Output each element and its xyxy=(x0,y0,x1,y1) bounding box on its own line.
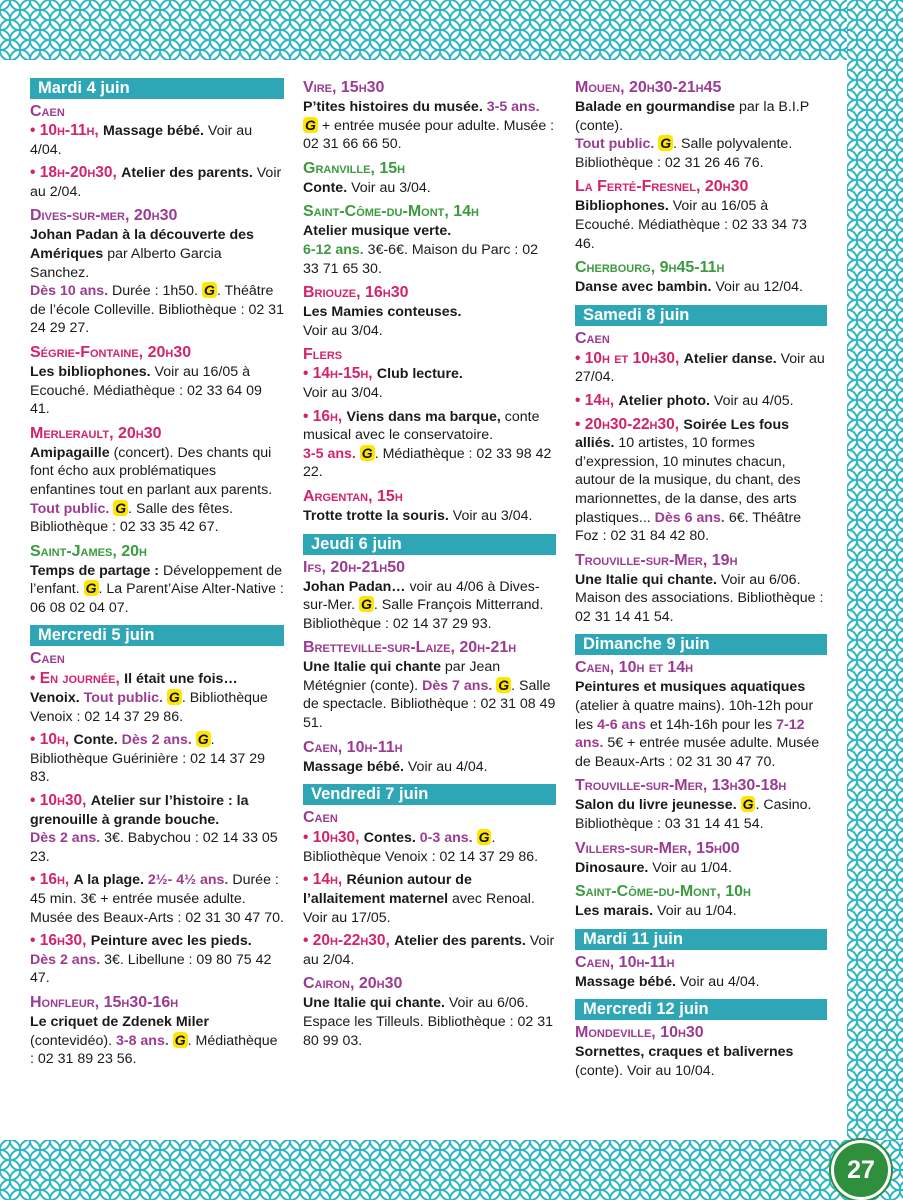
place-heading: Trouville-sur-Mer, 19h xyxy=(575,551,738,569)
place-heading: Caen, 10h-11h xyxy=(575,953,675,971)
event-entry: • 10h et 10h30, Atelier danse. Voir au 27/04. xyxy=(575,349,825,386)
event-entry: Les Mamies conteuses. Voir au 3/04. xyxy=(303,304,462,339)
place-heading: La Ferté-Fresnel, 20h30 xyxy=(575,178,749,196)
event-entry: • 20h-22h30, Atelier des parents. Voir au 2/04. xyxy=(303,932,555,968)
event-entry: Une Italie qui chante par Jean Métégnier (conte). Dès 7 ans. G . Salle de spectacle. Bibliothèque : 02 31 08 49 51. xyxy=(303,659,556,732)
event-entry: • En journée, Il était une fois… Venoix. Tout public. G . Bibliothèque Venoix : 02 14 37 29 86. xyxy=(30,670,268,725)
event-entry: Massage bébé. Voir au 4/04. xyxy=(303,758,488,775)
decorative-pattern-right xyxy=(847,0,903,1200)
place-heading: Briouze, 16h30 xyxy=(303,284,409,302)
event-entry: • 10h30, Atelier sur l’histoire : la grenouille à grande bouche. Dès 2 ans. 3€. Babychou : 02 14 33 05 23. xyxy=(30,792,278,865)
day-header: Jeudi 6 juin xyxy=(303,534,556,555)
event-entry: • 16h30, Peinture avec les pieds. Dès 2 ans. 3€. Libellune : 09 80 75 42 47. xyxy=(30,932,272,987)
event-entry: Balade en gourmandise par la B.I.P (conte). Tout public. G . Salle polyvalente. Bibliothèque : 02 31 26 46 76. xyxy=(575,99,809,171)
place-heading: Saint-Côme-du-Mont, 10h xyxy=(575,883,751,901)
free-badge: G xyxy=(85,580,97,597)
place-heading: Mouen, 20h30-21h45 xyxy=(575,79,722,96)
place-heading: Mondeville, 10h30 xyxy=(575,1024,704,1042)
free-badge: G xyxy=(174,1031,186,1048)
free-badge: G xyxy=(742,796,754,813)
place-heading: Honfleur, 15h30-16h xyxy=(30,993,179,1011)
event-entry: Une Italie qui chante. Voir au 6/06. Espace les Tilleuls. Bibliothèque : 02 31 80 99 03. xyxy=(303,995,554,1049)
event-entry: Les marais. Voir au 1/04. xyxy=(575,903,737,920)
place-heading: Vire, 15h30 xyxy=(303,79,385,96)
place-heading: Bretteville-sur-Laize, 20h-21h xyxy=(303,639,517,657)
column-3 xyxy=(575,78,827,1086)
place-heading: Granville, 15h xyxy=(303,159,406,177)
column-2 xyxy=(303,78,556,1055)
place-heading: Merlerault, 20h30 xyxy=(30,424,162,442)
event-entry: • 20h30-22h30, Soirée Les fous alliés. 10 artistes, 10 formes d’expression, 10 minutes chacun, autour de la musique, du chant, des marionnettes, de la danse, des arts plastiques... Dès 6 ans. 6€. Théâtre Foz : 02 31 84 42 80. xyxy=(575,415,802,545)
place-heading: Trouville-sur-Mer, 13h30-18h xyxy=(575,777,787,795)
event-entry: Massage bébé. Voir au 4/04. xyxy=(575,973,760,990)
place-heading: Saint-Côme-du-Mont, 14h xyxy=(303,203,479,221)
event-entry: Atelier musique verte. 6-12 ans. 3€-6€. Maison du Parc : 02 33 71 65 30. xyxy=(303,223,539,277)
free-badge: G xyxy=(168,689,180,706)
day-header: Mardi 11 juin xyxy=(575,929,827,950)
free-badge: G xyxy=(478,829,490,846)
event-entry: • 10h, Conte. Dès 2 ans. G . Bibliothèque Guérinière : 02 14 37 29 83. xyxy=(30,731,266,786)
event-entry: Bibliophones. Voir au 16/05 à Ecouché. Médiathèque : 02 33 34 73 46. xyxy=(575,198,807,252)
day-header: Mercredi 12 juin xyxy=(575,999,827,1020)
place-heading: Argentan, 15h xyxy=(303,487,403,505)
page-number: 27 xyxy=(831,1140,891,1200)
place-heading: Caen, 10h-11h xyxy=(303,738,403,756)
event-entry: • 10h-11h, Massage bébé. Voir au 4/04. xyxy=(30,122,253,158)
free-badge: G xyxy=(360,596,372,613)
place-heading: Ifs, 20h-21h50 xyxy=(303,558,405,576)
free-badge: G xyxy=(197,731,209,748)
event-entry: Amipagaille (concert). Des chants qui font écho aux problématiques enfantines tout en parlant aux parents. Tout public. G . Salle des fêtes. Bibliothèque : 02 33 35 42 67. xyxy=(30,444,273,536)
place-heading: Flers xyxy=(303,346,343,364)
event-entry: Sornettes, craques et balivernes (conte). Voir au 10/04. xyxy=(575,1044,794,1079)
event-entry: Temps de partage : Développement de l’enfant. G . La Parent’Aise Alter-Native : 06 08 02 04 07. xyxy=(30,562,284,616)
event-entry: • 10h30, Contes. 0-3 ans. G . Bibliothèque Venoix : 02 14 37 29 86. xyxy=(303,829,539,865)
day-header: Mercredi 5 juin xyxy=(30,625,284,646)
day-header: Vendredi 7 juin xyxy=(303,784,556,805)
place-heading: Villers-sur-Mer, 15h00 xyxy=(575,839,740,857)
place-heading: Cairon, 20h30 xyxy=(303,975,403,993)
event-entry: Dinosaure. Voir au 1/04. xyxy=(575,859,732,876)
place-heading: Ségrie-Fontaine, 20h30 xyxy=(30,343,192,361)
place-heading: Caen xyxy=(303,809,338,827)
event-entry: Les bibliophones. Voir au 16/05 à Ecouché. Médiathèque : 02 33 64 09 41. xyxy=(30,363,262,418)
event-entry: • 16h, Viens dans ma barque, conte musical avec le conservatoire. 3-5 ans. G . Médiathèque : 02 33 98 42 22. xyxy=(303,407,552,481)
place-heading: Saint-James, 20h xyxy=(30,542,147,560)
decorative-pattern-top xyxy=(0,0,903,60)
event-entry: Conte. Voir au 3/04. xyxy=(303,179,431,196)
event-entry: • 14h-15h, Club lecture. Voir au 3/04. xyxy=(303,365,463,401)
free-badge: G xyxy=(660,135,672,152)
event-entry: Johan Padan… voir au 4/06 à Dives-sur-Mer. G . Salle François Mitterrand. Bibliothèque : 02 14 37 29 93. xyxy=(303,578,544,632)
decorative-pattern-bottom xyxy=(0,1140,903,1200)
day-header: Mardi 4 juin xyxy=(30,78,284,99)
place-heading: Caen, 10h et 14h xyxy=(575,659,694,677)
free-badge: G xyxy=(361,444,373,461)
event-entry: • 14h, Atelier photo. Voir au 4/05. xyxy=(575,391,794,409)
event-entry: P’tites histoires du musée. 3-5 ans. G + entrée musée pour adulte. Musée : 02 31 66 66 50. xyxy=(303,99,555,153)
place-heading: Cherbourg, 9h45-11h xyxy=(575,259,725,277)
event-entry: Peintures et musiques aquatiques (atelier à quatre mains). 10h-12h pour les 4-6 ans et 14h-16h pour les 7-12 ans. 5€ + entrée musée adulte. Musée de Beaux-Arts : 02 31 30 47 70. xyxy=(575,679,820,770)
free-badge: G xyxy=(498,676,510,693)
event-entry: Le criquet de Zdenek Miler (contevidéo). 3-8 ans. G . Médiathèque : 02 31 89 23 56. xyxy=(30,1013,278,1068)
place-heading: Caen xyxy=(575,329,610,347)
event-entry: Salon du livre jeunesse. G . Casino. Bibliothèque : 03 31 14 41 54. xyxy=(575,796,812,833)
event-entry: • 14h, Réunion autour de l’allaitement maternel avec Renoal. Voir au 17/05. xyxy=(303,871,535,926)
event-entry: Johan Padan à la découverte des Amériques par Alberto Garcia Sanchez. Dès 10 ans. Durée : 1h50. G . Théâtre de l’école Colleville. Bibliothèque : 02 31 24 29 27. xyxy=(30,227,284,337)
event-entry: • 16h, A la plage. 2½- 4½ ans. Durée : 45 min. 3€ + entrée musée adulte. Musée des Beaux-Arts : 02 31 30 47 70. xyxy=(30,871,284,926)
day-header: Samedi 8 juin xyxy=(575,305,827,326)
event-entry: Une Italie qui chante. Voir au 6/06. Maison des associations. Bibliothèque : 02 31 14 41 54. xyxy=(575,571,824,625)
place-heading: Caen xyxy=(30,650,65,668)
column-1 xyxy=(30,78,284,1074)
place-heading: Dives-sur-mer, 20h30 xyxy=(30,207,178,225)
event-entry: Trotte trotte la souris. Voir au 3/04. xyxy=(303,507,533,524)
free-badge: G xyxy=(115,499,127,516)
event-entry: • 18h-20h30, Atelier des parents. Voir au 2/04. xyxy=(30,164,282,200)
day-header: Dimanche 9 juin xyxy=(575,634,827,655)
free-badge: G xyxy=(203,282,215,299)
event-entry: Danse avec bambin. Voir au 12/04. xyxy=(575,279,803,296)
place-heading: Caen xyxy=(30,103,65,120)
free-badge: G xyxy=(305,116,316,133)
